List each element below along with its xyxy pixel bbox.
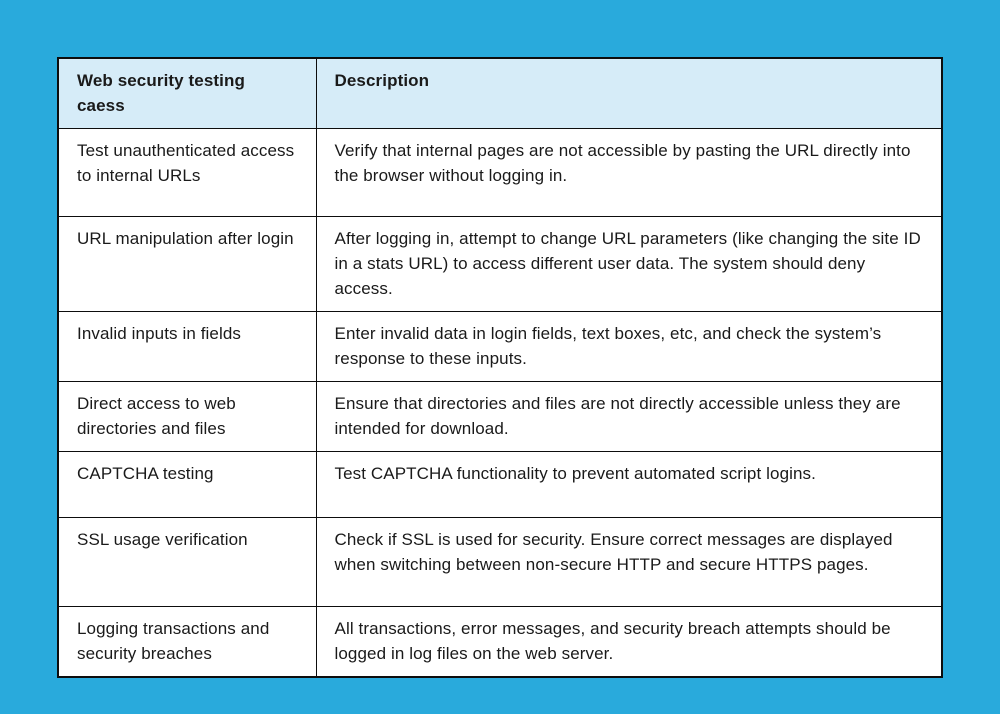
description-cell: All transactions, error messages, and security breach attempts should be logged in log files on the web server.: [316, 607, 942, 678]
table-row: [58, 452, 942, 518]
test-case-cell: Logging transactions and security breaches: [58, 607, 316, 678]
security-testing-table-container: [57, 57, 943, 678]
column-header-test-case: Web security testing caess: [58, 58, 316, 129]
table-header-row: [58, 58, 942, 129]
description-cell: Test CAPTCHA functionality to prevent automated script logins.: [316, 452, 942, 518]
table-body: [58, 129, 942, 678]
column-header-description: Description: [316, 58, 942, 129]
table-row: [58, 129, 942, 217]
table-row: [58, 382, 942, 452]
description-cell: Enter invalid data in login fields, text boxes, etc, and check the system’s response to these inputs.: [316, 312, 942, 382]
test-case-cell: Invalid inputs in fields: [58, 312, 316, 382]
test-case-cell: Direct access to web directories and files: [58, 382, 316, 452]
description-cell: Check if SSL is used for security. Ensure correct messages are displayed when switching between non-secure HTTP and secure HTTPS pages.: [316, 518, 942, 607]
description-cell: After logging in, attempt to change URL parameters (like changing the site ID in a stats URL) to access different user data. The system should deny access.: [316, 217, 942, 312]
test-case-cell: SSL usage verification: [58, 518, 316, 607]
web-security-testing-table: [57, 57, 943, 678]
test-case-cell: Test unauthenticated access to internal URLs: [58, 129, 316, 217]
table-row: [58, 518, 942, 607]
table-row: [58, 312, 942, 382]
table-header: [58, 58, 942, 129]
table-row: [58, 607, 942, 678]
test-case-cell: URL manipulation after login: [58, 217, 316, 312]
description-cell: Ensure that directories and files are not directly accessible unless they are intended for download.: [316, 382, 942, 452]
table-row: [58, 217, 942, 312]
test-case-cell: CAPTCHA testing: [58, 452, 316, 518]
description-cell: Verify that internal pages are not accessible by pasting the URL directly into the browser without logging in.: [316, 129, 942, 217]
